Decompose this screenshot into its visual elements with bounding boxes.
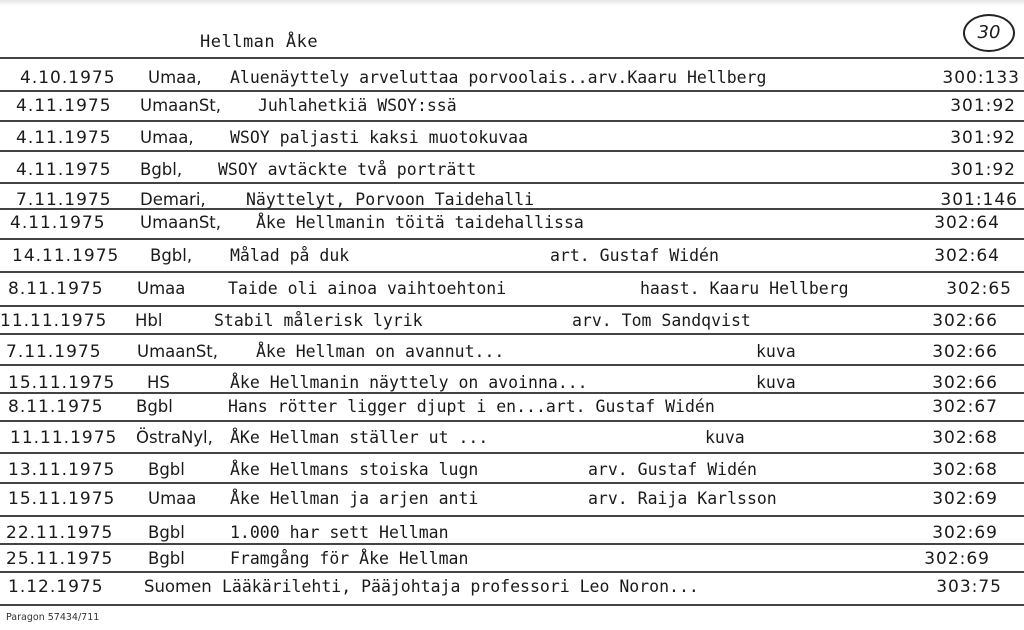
entry-date: 4.11.1975 — [10, 213, 106, 233]
entry-title: Lääkärilehti, Pääjohtaja professori Leo Noron... — [222, 577, 699, 596]
entry-date: 4.10.1975 — [20, 68, 116, 88]
entry-reference: 302:64 — [934, 246, 1000, 266]
ruled-line — [0, 571, 1024, 573]
ruled-line — [0, 604, 1024, 606]
entry-reference: 302:64 — [934, 213, 1000, 233]
entry-source: Hbl — [135, 311, 163, 330]
entry-source: Bgbl — [136, 397, 173, 416]
entry-row — [0, 96, 1024, 118]
entry-date: 14.11.1975 — [12, 246, 120, 266]
card-footer-printer: Paragon 57434/711 — [6, 612, 100, 623]
entry-reference: 302:69 — [932, 523, 998, 543]
entry-reference: 302:68 — [932, 460, 998, 480]
entry-title: WSOY paljasti kaksi muotokuvaa — [230, 128, 529, 147]
entry-date: 4.11.1975 — [16, 96, 112, 116]
entry-title: 1.000 har sett Hellman — [230, 523, 449, 542]
entry-row — [0, 373, 1024, 395]
entry-source: Bgbl — [148, 460, 185, 479]
card-heading-name: Hellman Åke — [200, 32, 319, 52]
entry-source: Bgbl — [148, 549, 185, 568]
entry-source: UmaanSt, — [137, 342, 219, 361]
entry-source: Umaa — [148, 489, 197, 508]
entry-title: Målad på duk — [230, 246, 350, 265]
entry-source: Umaa, — [140, 128, 194, 147]
ruled-line — [0, 515, 1024, 517]
entry-title: Aluenäyttely arveluttaa porvoolais..arv.Kaaru Hellberg — [230, 68, 767, 87]
entry-reference: 302:68 — [932, 428, 998, 448]
entry-author: haast. Kaaru Hellberg — [640, 279, 849, 298]
entry-reference: 302:66 — [932, 373, 998, 393]
ruled-line — [0, 182, 1024, 184]
ruled-line — [0, 150, 1024, 152]
entry-row — [0, 190, 1024, 212]
entry-date: 8.11.1975 — [8, 279, 104, 299]
entry-source: Suomen — [144, 577, 212, 596]
entry-reference: 302:65 — [946, 279, 1012, 299]
entry-reference: 301:92 — [950, 96, 1016, 116]
entry-row — [0, 577, 1024, 599]
entry-date: 7.11.1975 — [16, 190, 112, 210]
entry-title: Åke Hellmanin töitä taidehallissa — [256, 213, 584, 232]
entry-row — [0, 160, 1024, 182]
entry-row — [0, 213, 1024, 235]
entry-date: 13.11.1975 — [8, 460, 116, 480]
entry-reference: 302:69 — [924, 549, 990, 569]
entry-row — [0, 428, 1024, 450]
entry-reference: 302:69 — [932, 489, 998, 509]
ruled-line — [0, 90, 1024, 92]
entry-source: Demari, — [140, 190, 206, 209]
entry-source: Bgbl, — [140, 160, 183, 179]
entry-reference: 300:133 — [942, 68, 1020, 88]
entry-row — [0, 68, 1024, 90]
entry-author: kuva — [756, 342, 796, 361]
entry-date: 1.12.1975 — [8, 577, 104, 597]
entry-reference: 302:67 — [932, 397, 998, 417]
ruled-line — [0, 57, 1024, 59]
entry-author: art. Gustaf Widén — [550, 246, 719, 265]
ruled-line — [0, 420, 1024, 422]
entry-row — [0, 311, 1024, 333]
entry-date: 8.11.1975 — [8, 397, 104, 417]
entry-row — [0, 128, 1024, 150]
entry-reference: 303:75 — [936, 577, 1002, 597]
entry-title: ÅKe Hellman ställer ut ... — [230, 428, 489, 447]
entry-reference: 301:92 — [950, 160, 1016, 180]
entry-author: kuva — [756, 373, 796, 392]
ruled-line — [0, 271, 1024, 273]
entry-source: Bgbl, — [150, 246, 193, 265]
entry-date: 11.11.1975 — [10, 428, 118, 448]
entry-source: Bgbl — [148, 523, 185, 542]
entry-row — [0, 489, 1024, 511]
entry-title: Näyttelyt, Porvoon Taidehalli — [246, 190, 535, 209]
entry-reference: 301:92 — [950, 128, 1016, 148]
entry-reference: 302:66 — [932, 342, 998, 362]
card-top-edge — [0, 0, 1024, 6]
entry-reference: 301:146 — [940, 190, 1018, 210]
entry-title: Hans rötter ligger djupt i en...art. Gustaf Widén — [228, 397, 715, 416]
ruled-line — [0, 482, 1024, 484]
entry-source: ÖstraNyl, — [136, 428, 213, 447]
ruled-line — [0, 364, 1024, 366]
ruled-line — [0, 120, 1024, 122]
entry-title: Taide oli ainoa vaihtoehtoni — [228, 279, 507, 298]
entry-row — [0, 549, 1024, 571]
entry-title: Stabil målerisk lyrik — [214, 311, 423, 330]
entry-author: arv. Gustaf Widén — [588, 460, 757, 479]
entry-title: Åke Hellmanin näyttely on avoinna... — [230, 373, 588, 392]
ruled-line — [0, 333, 1024, 335]
entry-author: arv. Tom Sandqvist — [572, 311, 751, 330]
entry-title: Juhlahetkiä WSOY:ssä — [258, 96, 457, 115]
entry-date: 4.11.1975 — [16, 128, 112, 148]
entry-author: kuva — [705, 428, 745, 447]
entry-reference: 302:66 — [932, 311, 998, 331]
entry-row — [0, 342, 1024, 364]
entry-title: Framgång för Åke Hellman — [230, 549, 469, 568]
entry-row — [0, 279, 1024, 301]
entry-date: 4.11.1975 — [16, 160, 112, 180]
entry-source: HS — [147, 373, 170, 392]
entry-date: 25.11.1975 — [6, 549, 114, 569]
entry-row — [0, 397, 1024, 419]
ruled-line — [0, 452, 1024, 454]
entry-date: 15.11.1975 — [8, 489, 116, 509]
entry-source: UmaanSt, — [140, 213, 222, 232]
entry-source: UmaanSt, — [140, 96, 222, 115]
entry-title: Åke Hellmans stoiska lugn — [230, 460, 479, 479]
entry-row — [0, 460, 1024, 482]
entry-date: 15.11.1975 — [8, 373, 116, 393]
entry-row — [0, 523, 1024, 545]
card-number-circle: 30 — [963, 14, 1015, 52]
entry-title: WSOY avtäckte två porträtt — [218, 160, 477, 179]
ruled-line — [0, 238, 1024, 240]
entry-date: 22.11.1975 — [6, 523, 114, 543]
entry-author: arv. Raija Karlsson — [588, 489, 777, 508]
entry-date: 7.11.1975 — [6, 342, 102, 362]
entry-title: Åke Hellman ja arjen anti — [230, 489, 479, 508]
entry-source: Umaa — [137, 279, 186, 298]
entry-title: Åke Hellman on avannut... — [256, 342, 505, 361]
entry-source: Umaa, — [148, 68, 202, 87]
entry-row — [0, 246, 1024, 268]
ruled-line — [0, 305, 1024, 307]
entry-date: 11.11.1975 — [0, 311, 108, 331]
